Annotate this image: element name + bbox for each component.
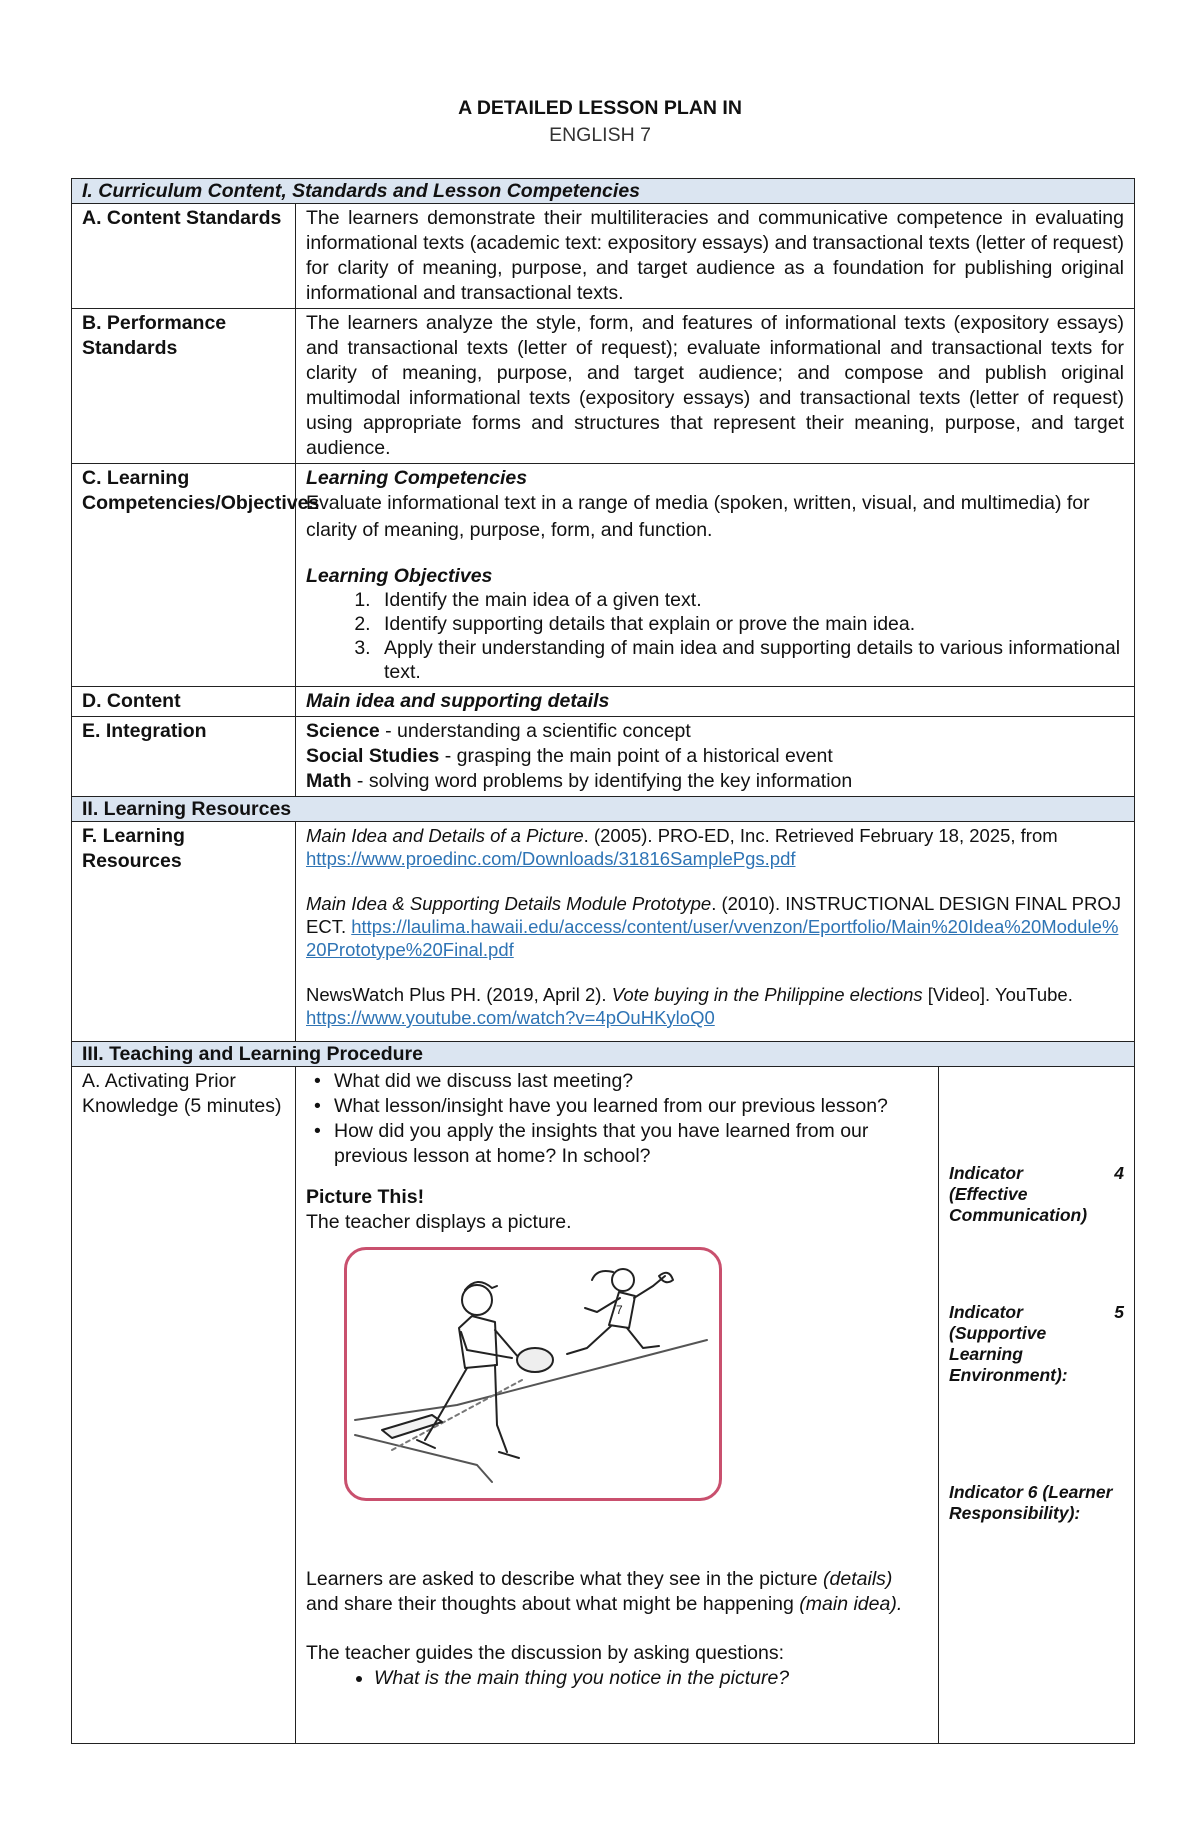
review-question: • How did you apply the insights that you have learned from our previous lesson at home? In school? <box>306 1119 928 1169</box>
row-content-standards <box>72 203 1134 308</box>
review-questions <box>306 1069 928 1169</box>
objectives-heading: Learning Objectives <box>306 565 493 587</box>
reference-link[interactable]: https://www.proedinc.com/Downloads/31816SamplePgs.pdf <box>306 848 796 869</box>
objective-item: 1. Identify the main idea of a given text. <box>376 588 1124 612</box>
objective-item: 2. Identify supporting details that explain or prove the main idea. <box>376 612 1124 636</box>
row-label: C. Learning Competencies/Objectives <box>72 464 296 686</box>
review-question: • What lesson/insight have you learned from our previous lesson? <box>306 1094 928 1119</box>
reference-item <box>306 983 1124 1029</box>
indicator-desc: (Effective Communication) <box>949 1184 1088 1225</box>
indicator-6: Indicator 6 (Learner Responsibility): <box>949 1482 1113 1523</box>
integration-text: - understanding a scientific concept <box>379 720 691 742</box>
reference-text: . (2005). PRO-ED, Inc. Retrieved February 18, 2025, from <box>583 825 1058 846</box>
row-label: D. Content <box>72 687 296 716</box>
section-heading-curriculum <box>72 179 1134 203</box>
svg-text:7: 7 <box>616 1303 623 1317</box>
row-learning-competencies <box>72 463 1134 686</box>
objective-item: 3. Apply their understanding of main idea and supporting details to various informational text. <box>376 636 1124 684</box>
baseball-illustration-icon <box>347 1250 719 1498</box>
integration-subject: Social Studies <box>306 745 440 767</box>
row-label: A. Content Standards <box>72 204 296 308</box>
row-activating-prior-knowledge <box>72 1066 1134 1743</box>
guide-text: The teacher guides the discussion by asking questions: <box>306 1642 785 1664</box>
reference-text: [Video]. YouTube. <box>922 984 1073 1005</box>
indicator-number: 5 <box>1114 1302 1124 1322</box>
section-heading-procedure <box>72 1041 1134 1066</box>
baseball-picture <box>344 1247 722 1501</box>
reference-title: Main Idea and Details of a Picture <box>306 825 584 846</box>
integration-text: - grasping the main point of a historical event <box>439 745 833 767</box>
picture-heading: Picture This! <box>306 1186 425 1208</box>
section-heading-text: I. Curriculum Content, Standards and Lesson Competencies <box>82 180 641 202</box>
indicators-cell <box>938 1067 1134 1743</box>
row-text: The learners demonstrate their multiliteracies and communicative competence in evaluating informational texts (academic text: expository essays) and transactional texts (letter of request) for clarity of meaning, purpose, and target audience as a foundation for publishing original informational and transactional texts. <box>306 207 1124 304</box>
row-performance-standards <box>72 308 1134 463</box>
resources-cell <box>296 822 1134 1041</box>
integration-cell <box>296 717 1134 796</box>
row-content <box>72 686 1134 716</box>
integration-item <box>306 744 1124 769</box>
reference-link[interactable]: https://laulima.hawaii.edu/access/content/user/vvenzon/Eportfolio/Main%20Idea%20Module%20Prototype%20Final.pdf <box>306 916 1119 960</box>
competencies-cell <box>296 464 1134 686</box>
competencies-text: Evaluate informational text in a range of media (spoken, written, visual, and multimedia) for clarity of meaning, purpose, form, and function. <box>306 492 1090 541</box>
reference-title: Main Idea & Supporting Details Module Prototype <box>306 893 712 914</box>
row-label: F. Learning Resources <box>72 822 296 1041</box>
objectives-list <box>306 588 1124 684</box>
describe-text: and share their thoughts about what might be happening <box>306 1593 800 1615</box>
indicator-desc: (Supportive Learning Environment): <box>949 1323 1068 1385</box>
indicator-label: Indicator <box>949 1163 1023 1183</box>
integration-subject: Science <box>306 720 380 742</box>
reference-title: Vote buying in the Philippine elections <box>611 984 923 1005</box>
row-text: The learners analyze the style, form, and features of informational texts (expository essays) and transactional texts (letter of request); evaluate informational and transactional texts for clarity of meaning, purpose, and target audience; and compose and publish original multimodal informational texts (expository essays) and transactional texts (letter of request) using appropriate forms and structures that represent their meaning, purpose, and target audience. <box>306 312 1124 459</box>
reference-prefix: NewsWatch Plus PH. (2019, April 2). <box>306 984 612 1005</box>
indicator-4 <box>949 1163 1124 1226</box>
row-label: A. Activating Prior Knowledge (5 minutes) <box>72 1067 296 1743</box>
describe-details: (details) <box>823 1568 893 1590</box>
section-heading-text: III. Teaching and Learning Procedure <box>82 1043 423 1065</box>
describe-instructions <box>306 1567 928 1617</box>
guide-questions <box>306 1666 928 1691</box>
reference-text: . (2010). INSTRUCTIONAL DESIGN FINAL PROJECT. <box>306 893 1122 937</box>
indicator-label: Indicator <box>949 1302 1023 1322</box>
section-heading-text: II. Learning Resources <box>82 798 292 820</box>
integration-subject: Math <box>306 770 352 792</box>
document-subtitle: ENGLISH 7 <box>549 124 651 146</box>
document-title: A DETAILED LESSON PLAN IN <box>458 97 742 119</box>
row-label: E. Integration <box>72 717 296 796</box>
describe-text: Learners are asked to describe what they see in the picture <box>306 1568 824 1590</box>
integration-item <box>306 769 1124 794</box>
reference-item <box>306 824 1124 870</box>
procedure-cell <box>296 1067 938 1743</box>
integration-item <box>306 719 1124 744</box>
row-label: B. Performance Standards <box>72 309 296 463</box>
describe-main-idea: (main idea). <box>799 1593 903 1615</box>
indicator-5 <box>949 1302 1124 1386</box>
row-integration <box>72 716 1134 796</box>
competencies-heading: Learning Competencies <box>306 467 528 489</box>
indicator-number: 4 <box>1114 1163 1124 1183</box>
row-text: Main idea and supporting details <box>306 690 610 712</box>
section-heading-resources <box>72 796 1134 821</box>
picture-intro: The teacher displays a picture. <box>306 1211 572 1233</box>
review-question: • What did we discuss last meeting? <box>306 1069 928 1094</box>
reference-item <box>306 892 1124 961</box>
integration-text: - solving word problems by identifying the key information <box>351 770 853 792</box>
row-learning-resources <box>72 821 1134 1041</box>
lesson-plan-table <box>71 178 1135 1744</box>
guide-question: • What is the main thing you notice in the picture? <box>374 1666 928 1691</box>
reference-link[interactable]: https://www.youtube.com/watch?v=4pOuHKyloQ0 <box>306 1007 715 1028</box>
